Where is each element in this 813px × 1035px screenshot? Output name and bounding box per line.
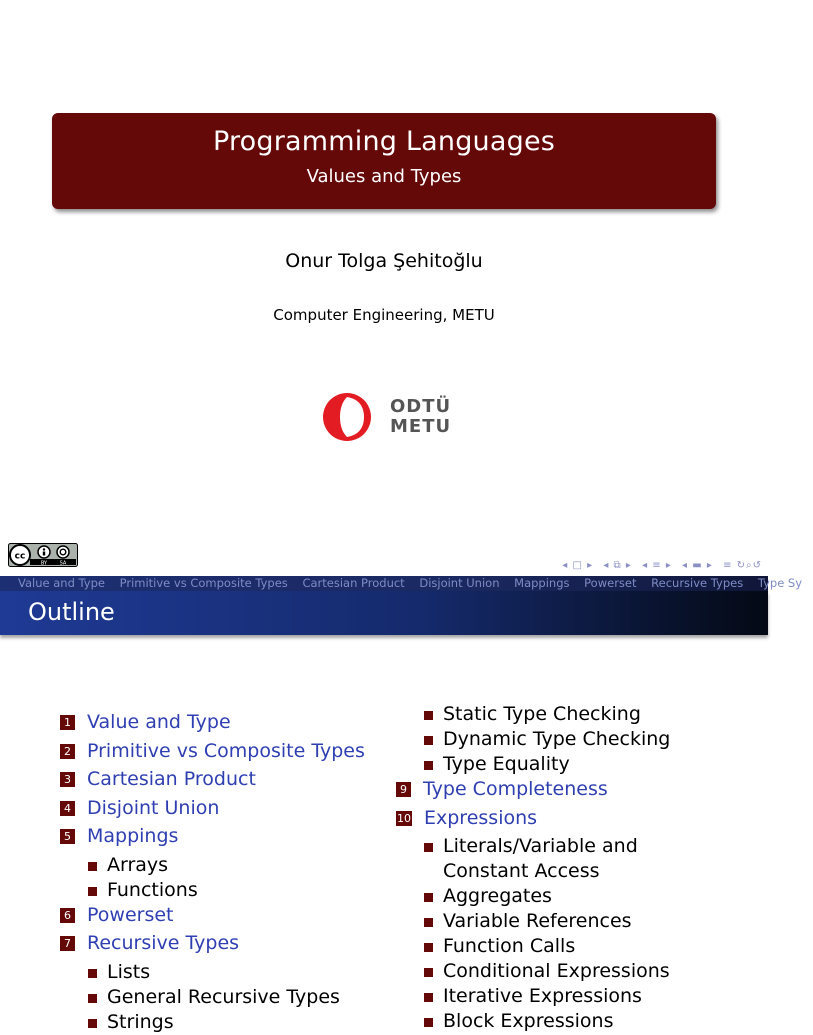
outline-subsection-item[interactable]	[60, 1010, 365, 1035]
nav-frame-icon[interactable]: ◂ □ ▸	[562, 560, 594, 571]
outline-section-item[interactable]	[60, 710, 365, 739]
outline-subsection-item[interactable]	[396, 834, 670, 884]
title-box	[52, 113, 716, 209]
outline-subsection-item[interactable]	[60, 985, 365, 1010]
outline-subsection-item[interactable]	[396, 959, 670, 984]
cc-by-label: BY	[40, 560, 48, 567]
square-bullet-icon	[424, 968, 433, 977]
metu-logo-icon	[320, 390, 378, 444]
outline-section-item[interactable]	[60, 739, 365, 768]
outline-section-link[interactable]: Disjoint Union	[87, 796, 220, 819]
outline-subsection-link[interactable]: Literals/Variable and	[443, 835, 638, 857]
section-number-badge: 2	[60, 744, 75, 759]
nav-section-link[interactable]: Disjoint Union	[419, 576, 500, 590]
outline-right-column	[396, 702, 670, 1034]
section-number-badge: 6	[60, 908, 75, 923]
square-bullet-icon	[88, 862, 97, 871]
svg-text:cc: cc	[14, 551, 26, 562]
outline-subsection-link[interactable]: Type Equality	[443, 753, 570, 775]
square-bullet-icon	[424, 918, 433, 927]
outline-subsection-item[interactable]	[60, 853, 365, 878]
outline-section-item[interactable]	[396, 777, 670, 806]
square-bullet-icon	[424, 761, 433, 770]
section-number-badge: 9	[396, 782, 411, 797]
section-number-badge: 5	[60, 829, 75, 844]
nav-section-link[interactable]: Type Sy	[757, 576, 803, 590]
nav-section-link[interactable]: Recursive Types	[651, 576, 744, 590]
outline-subsection-item[interactable]	[396, 984, 670, 1009]
outline-section-link[interactable]: Type Completeness	[423, 778, 608, 800]
outline-subsection-link[interactable]: Static Type Checking	[443, 703, 641, 725]
square-bullet-icon	[424, 843, 433, 852]
outline-subsection-item[interactable]	[396, 934, 670, 959]
outline-subsection-item[interactable]	[396, 702, 670, 727]
nav-section-link[interactable]: Mappings	[514, 576, 570, 590]
outline-section-link[interactable]: Expressions	[424, 806, 538, 829]
outline-subsection-link[interactable]: General Recursive Types	[107, 985, 340, 1008]
outline-subsection-link[interactable]: Aggregates	[443, 885, 552, 907]
nav-section-link[interactable]: Primitive vs Composite Types	[119, 576, 288, 590]
square-bullet-icon	[424, 993, 433, 1002]
nav-search-icon[interactable]: ≡ ↻⌕↺	[723, 560, 762, 571]
outline-section-item[interactable]	[60, 903, 365, 932]
section-number-badge: 4	[60, 801, 75, 816]
outline-subsection-link[interactable]: Block Expressions	[443, 1010, 614, 1032]
section-number-badge: 7	[60, 936, 75, 951]
outline-slide	[0, 576, 803, 1033]
logo-text-odtu: ODTÜ	[390, 396, 452, 417]
outline-subsection-link[interactable]: Function Calls	[443, 935, 576, 957]
nav-doc-icon[interactable]: ◂ ▬ ▸	[682, 560, 713, 571]
outline-subsection-link[interactable]: Arrays	[107, 853, 169, 876]
square-bullet-icon	[88, 887, 97, 896]
square-bullet-icon	[424, 736, 433, 745]
outline-section-item[interactable]	[60, 767, 365, 796]
square-bullet-icon	[424, 893, 433, 902]
outline-section-link[interactable]: Mappings	[87, 825, 179, 847]
section-number-badge: 10	[397, 811, 411, 825]
outline-section-link[interactable]: Value and Type	[87, 711, 231, 733]
cc-sa-label: SA	[59, 560, 67, 567]
outline-section-item[interactable]	[60, 796, 365, 825]
author-name: Onur Tolga Şehitoğlu	[285, 250, 483, 272]
outline-subsection-item[interactable]	[396, 727, 670, 752]
presentation-subtitle: Values and Types	[306, 166, 462, 187]
outline-section-item[interactable]	[60, 824, 365, 853]
outline-section-item[interactable]	[396, 806, 670, 835]
nav-section-link[interactable]: Powerset	[584, 576, 637, 590]
outline-section-link[interactable]: Primitive vs Composite Types	[87, 739, 365, 762]
frame-title-bar	[0, 591, 768, 635]
outline-section-link[interactable]: Powerset	[87, 903, 174, 926]
square-bullet-icon	[424, 711, 433, 720]
outline-subsection-link[interactable]: Strings	[107, 1010, 174, 1033]
frame-title: Outline	[28, 598, 115, 626]
outline-subsection-link[interactable]: Variable References	[443, 910, 632, 932]
square-bullet-icon	[88, 969, 97, 978]
square-bullet-icon	[424, 1018, 433, 1027]
cc-by-sa-icon[interactable]	[8, 543, 78, 571]
square-bullet-icon	[88, 994, 97, 1003]
section-number-badge: 3	[60, 772, 75, 787]
outline-subsection-item[interactable]	[60, 960, 365, 985]
outline-subsection-link[interactable]: Functions	[107, 878, 198, 901]
nav-section-link[interactable]: Value and Type	[18, 576, 105, 590]
outline-left-column	[60, 710, 365, 1035]
outline-section-link[interactable]: Recursive Types	[87, 932, 240, 954]
outline-subsection-item[interactable]	[60, 878, 365, 903]
institute-name: Computer Engineering, METU	[273, 306, 495, 324]
nav-section-icon[interactable]: ◂ ≡ ▸	[642, 560, 672, 571]
outline-section-link[interactable]: Cartesian Product	[87, 768, 256, 790]
nav-section-link[interactable]: Cartesian Product	[302, 576, 405, 590]
metu-logo	[320, 390, 450, 444]
outline-subsection-item[interactable]	[396, 752, 670, 777]
outline-subsection-item[interactable]	[396, 909, 670, 934]
outline-section-item[interactable]	[60, 931, 365, 960]
nav-subsection-icon[interactable]: ◂ ⧉ ▸	[603, 560, 632, 571]
outline-subsection-link[interactable]: Lists	[107, 960, 151, 983]
beamer-navigation[interactable]	[556, 560, 762, 571]
outline-subsection-item[interactable]	[396, 884, 670, 909]
square-bullet-icon	[424, 943, 433, 952]
outline-subsection-link-continued[interactable]: Constant Access	[443, 860, 600, 882]
section-navigation-bar	[0, 576, 803, 591]
outline-subsection-link[interactable]: Iterative Expressions	[443, 985, 642, 1007]
section-number-badge: 1	[60, 715, 75, 730]
outline-subsection-link[interactable]: Dynamic Type Checking	[443, 728, 671, 750]
logo-text-metu: METU	[390, 416, 452, 437]
outline-subsection-link[interactable]: Conditional Expressions	[443, 960, 670, 982]
presentation-title: Programming Languages	[212, 126, 556, 157]
square-bullet-icon	[88, 1019, 97, 1028]
outline-subsection-item[interactable]	[396, 1009, 670, 1034]
